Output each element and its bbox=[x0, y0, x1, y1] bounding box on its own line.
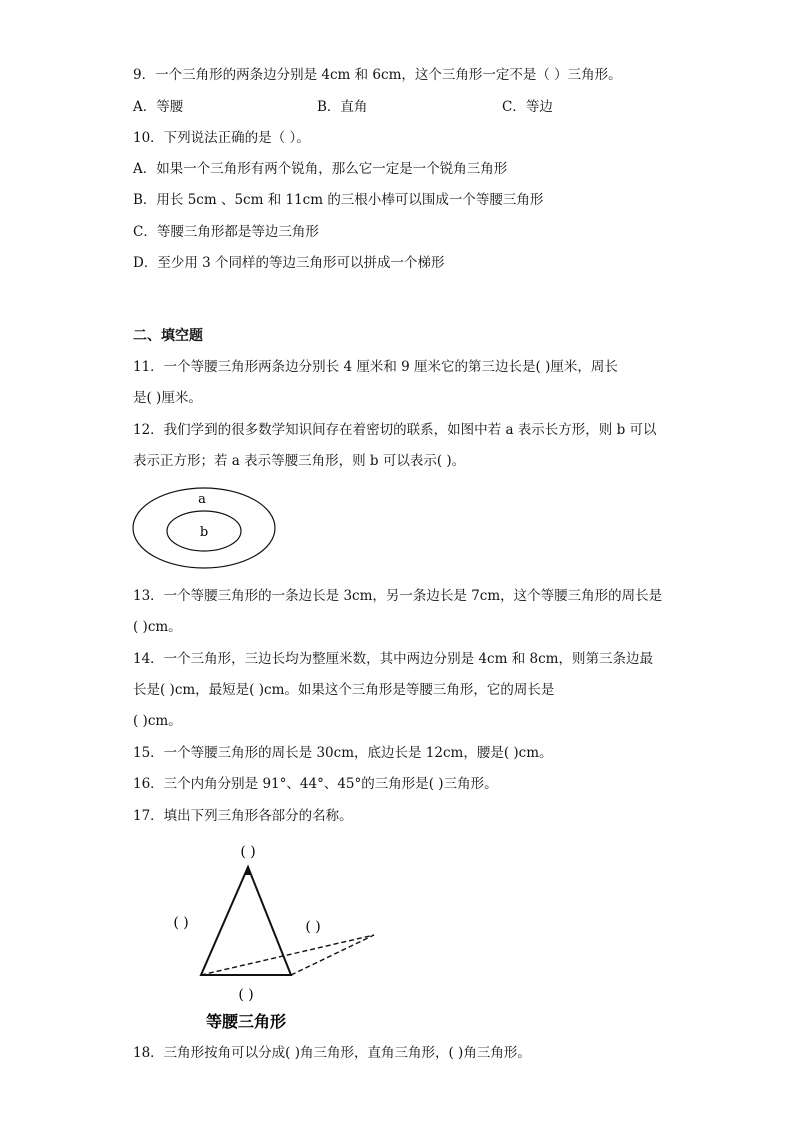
q14-line-2: 长是( )cm，最短是( )cm。如果这个三角形是等腰三角形，它的周长是 bbox=[133, 682, 555, 698]
q18-text: 18．三角形按角可以分成( )角三角形，直角三角形，( )角三角形。 bbox=[133, 1045, 531, 1061]
isosceles-triangle bbox=[201, 867, 291, 975]
blank-base[interactable]: ( ) bbox=[238, 987, 254, 1003]
q16-text: 16．三个内角分别是 91°、44°、45°的三角形是( )三角形。 bbox=[133, 776, 498, 792]
q9-option-b[interactable]: B．直角 bbox=[317, 99, 368, 115]
blank-apex[interactable]: ( ) bbox=[240, 844, 256, 860]
q17-text: 17．填出下列三角形各部分的名称。 bbox=[133, 808, 353, 824]
dashed-line-lower bbox=[201, 935, 374, 975]
q14-line-1: 14．一个三角形，三边长均为整厘米数，其中两边分别是 4cm 和 8cm，则第三条边最 bbox=[133, 651, 653, 667]
q10-option-c[interactable]: C．等腰三角形都是等边三角形 bbox=[133, 224, 319, 240]
q9-options bbox=[133, 97, 733, 117]
blank-leg[interactable]: ( ) bbox=[173, 915, 189, 931]
q11-line-2: 是( )厘米。 bbox=[133, 390, 202, 406]
q13-line-2: ( )cm。 bbox=[133, 619, 182, 635]
q17-isosceles-triangle-figure bbox=[140, 836, 390, 1032]
q13-line-1: 13．一个等腰三角形的一条边长是 3cm，另一条边长是 7cm，这个等腰三角形的周长是 bbox=[133, 588, 663, 604]
figure-caption: 等腰三角形 bbox=[205, 1012, 287, 1031]
q9-option-c[interactable]: C．等边 bbox=[502, 99, 553, 115]
q10-option-a[interactable]: A．如果一个三角形有两个锐角，那么它一定是一个锐角三角形 bbox=[133, 161, 508, 177]
q12-line-2: 表示正方形；若 a 表示等腰三角形，则 b 可以表示( )。 bbox=[133, 453, 466, 469]
q14-line-3: ( )cm。 bbox=[133, 713, 182, 729]
q12-line-1: 12．我们学到的很多数学知识间存在着密切的联系，如图中若 a 表示长方形，则 b 可以 bbox=[133, 422, 657, 438]
q10-stem: 10．下列说法正确的是（ ）。 bbox=[133, 130, 310, 146]
q10-option-d[interactable]: D．至少用 3 个同样的等边三角形可以拼成一个梯形 bbox=[133, 255, 445, 271]
dashed-line-upper bbox=[291, 935, 374, 975]
inner-ellipse-label: b bbox=[199, 525, 209, 540]
outer-ellipse-label: a bbox=[198, 492, 206, 507]
q15-text: 15．一个等腰三角形的周长是 30cm，底边长是 12cm，腰是( )cm。 bbox=[133, 745, 553, 761]
section-title-fill-blank: 二、填空题 bbox=[133, 328, 203, 344]
q10-option-b[interactable]: B．用长 5cm 、5cm 和 11cm 的三根小棒可以围成一个等腰三角形 bbox=[133, 192, 544, 208]
q12-nested-ellipse-diagram bbox=[128, 484, 280, 572]
q9-option-a[interactable]: A．等腰 bbox=[133, 99, 184, 115]
q11-line-1: 11．一个等腰三角形两条边分别长 4 厘米和 9 厘米它的第三边长是( )厘米，周长 bbox=[133, 359, 618, 375]
q9-stem: 9．一个三角形的两条边分别是 4cm 和 6cm，这个三角形一定不是（ ）三角形。 bbox=[133, 67, 622, 83]
blank-height[interactable]: ( ) bbox=[305, 919, 321, 935]
